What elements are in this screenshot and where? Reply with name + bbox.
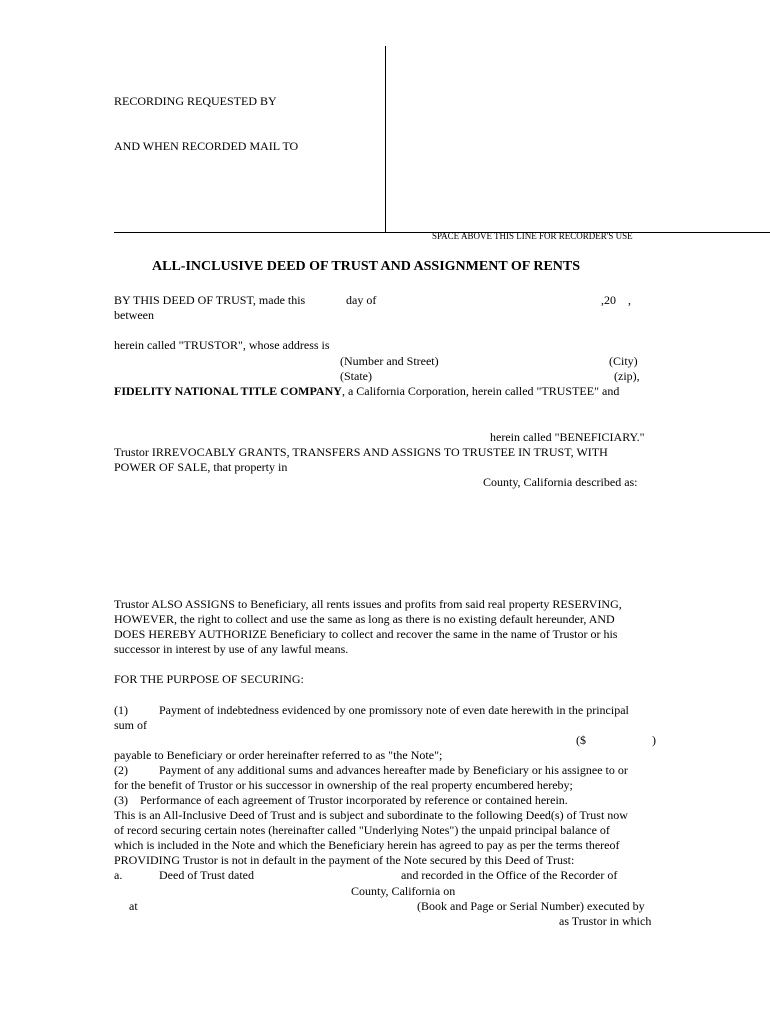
trustee-line xyxy=(114,384,619,399)
trustee-rest: , a California Corporation, herein called "TRUSTEE" and xyxy=(341,384,620,398)
city-label: (City) xyxy=(609,354,638,368)
deed-dated-label: Deed of Trust dated xyxy=(159,868,254,882)
day-of-label: day of xyxy=(346,293,377,307)
at-label: at xyxy=(129,899,138,913)
payable-line: payable to Beneficiary or order hereinafter referred to as "the Note"; xyxy=(114,748,443,762)
year-label: ,20 , xyxy=(601,293,631,307)
made-this-label: BY THIS DEED OF TRUST, made this xyxy=(114,293,306,307)
zip-label: (zip), xyxy=(614,369,640,383)
county-on-label: County, California on xyxy=(351,884,456,898)
item-2-number: (2) xyxy=(114,763,128,777)
document-title: ALL-INCLUSIVE DEED OF TRUST AND ASSIGNMENT OF RENTS xyxy=(152,259,581,274)
number-street-label: (Number and Street) xyxy=(340,354,439,368)
assigns-line-4: successor in interest by use of any lawful means. xyxy=(114,642,349,656)
assigns-line-3: DOES HEREBY AUTHORIZE Beneficiary to collect and recover the same in the name of Trustor or his xyxy=(114,627,618,641)
recorded-office-label: and recorded in the Office of the Recorder of xyxy=(401,868,618,882)
all-inclusive-line-2: of record securing certain notes (hereinafter called "Underlying Notes") the unpaid principal balance of xyxy=(114,823,610,837)
assigns-line-1: Trustor ALSO ASSIGNS to Beneficiary, all rents issues and profits from said real property RESERVING, xyxy=(114,597,622,611)
state-label: (State) xyxy=(340,369,372,383)
item-1-number: (1) xyxy=(114,703,128,717)
item-1-sum: sum of xyxy=(114,718,147,732)
item-2-continued: for the benefit of Trustor or his successor in ownership of the real property encumbered hereby; xyxy=(114,778,573,792)
grants-line-1: Trustor IRREVOCABLY GRANTS, TRANSFERS AND ASSIGNS TO TRUSTEE IN TRUST, WITH xyxy=(114,445,608,459)
trustor-address-label: herein called "TRUSTOR", whose address is xyxy=(114,338,330,352)
amount-open: ($ xyxy=(576,733,586,747)
item-3: (3) Performance of each agreement of Trustor incorporated by reference or contained herein. xyxy=(114,793,568,807)
recorder-use-note: SPACE ABOVE THIS LINE FOR RECORDER'S USE xyxy=(432,231,633,241)
item-1-text: Payment of indebtedness evidenced by one promissory note of even date herewith in the principal xyxy=(159,703,629,717)
all-inclusive-line-1: This is an All-Inclusive Deed of Trust and is subject and subordinate to the following Deed(s) of Trust now xyxy=(114,808,628,822)
when-recorded-mail-to: AND WHEN RECORDED MAIL TO xyxy=(114,139,299,153)
recording-requested-by: RECORDING REQUESTED BY xyxy=(114,94,277,108)
grants-line-2: POWER OF SALE, that property in xyxy=(114,460,288,474)
recorder-divider-vertical xyxy=(385,46,386,233)
amount-close: ) xyxy=(652,733,656,747)
trustee-company: FIDELITY NATIONAL TITLE COMPANY xyxy=(114,384,342,398)
as-trustor-label: as Trustor in which xyxy=(559,914,652,928)
assigns-line-2: HOWEVER, the right to collect and use the same as long as there is no existing default hereunder, AND xyxy=(114,612,615,626)
underlying-a-label: a. xyxy=(114,868,123,882)
between-label: between xyxy=(114,308,154,322)
purpose-heading: FOR THE PURPOSE OF SECURING: xyxy=(114,672,304,686)
beneficiary-label: herein called "BENEFICIARY." xyxy=(490,430,645,444)
county-described-label: County, California described as: xyxy=(483,475,638,489)
all-inclusive-line-4: PROVIDING Trustor is not in default in the payment of the Note secured by this Deed of Trust: xyxy=(114,853,575,867)
book-page-label: (Book and Page or Serial Number) executed by xyxy=(417,899,645,913)
item-2-text: Payment of any additional sums and advances hereafter made by Beneficiary or his assignee to or xyxy=(159,763,628,777)
all-inclusive-line-3: which is included in the Note and which the Beneficiary herein has agreed to pay as per the terms thereof xyxy=(114,838,620,852)
